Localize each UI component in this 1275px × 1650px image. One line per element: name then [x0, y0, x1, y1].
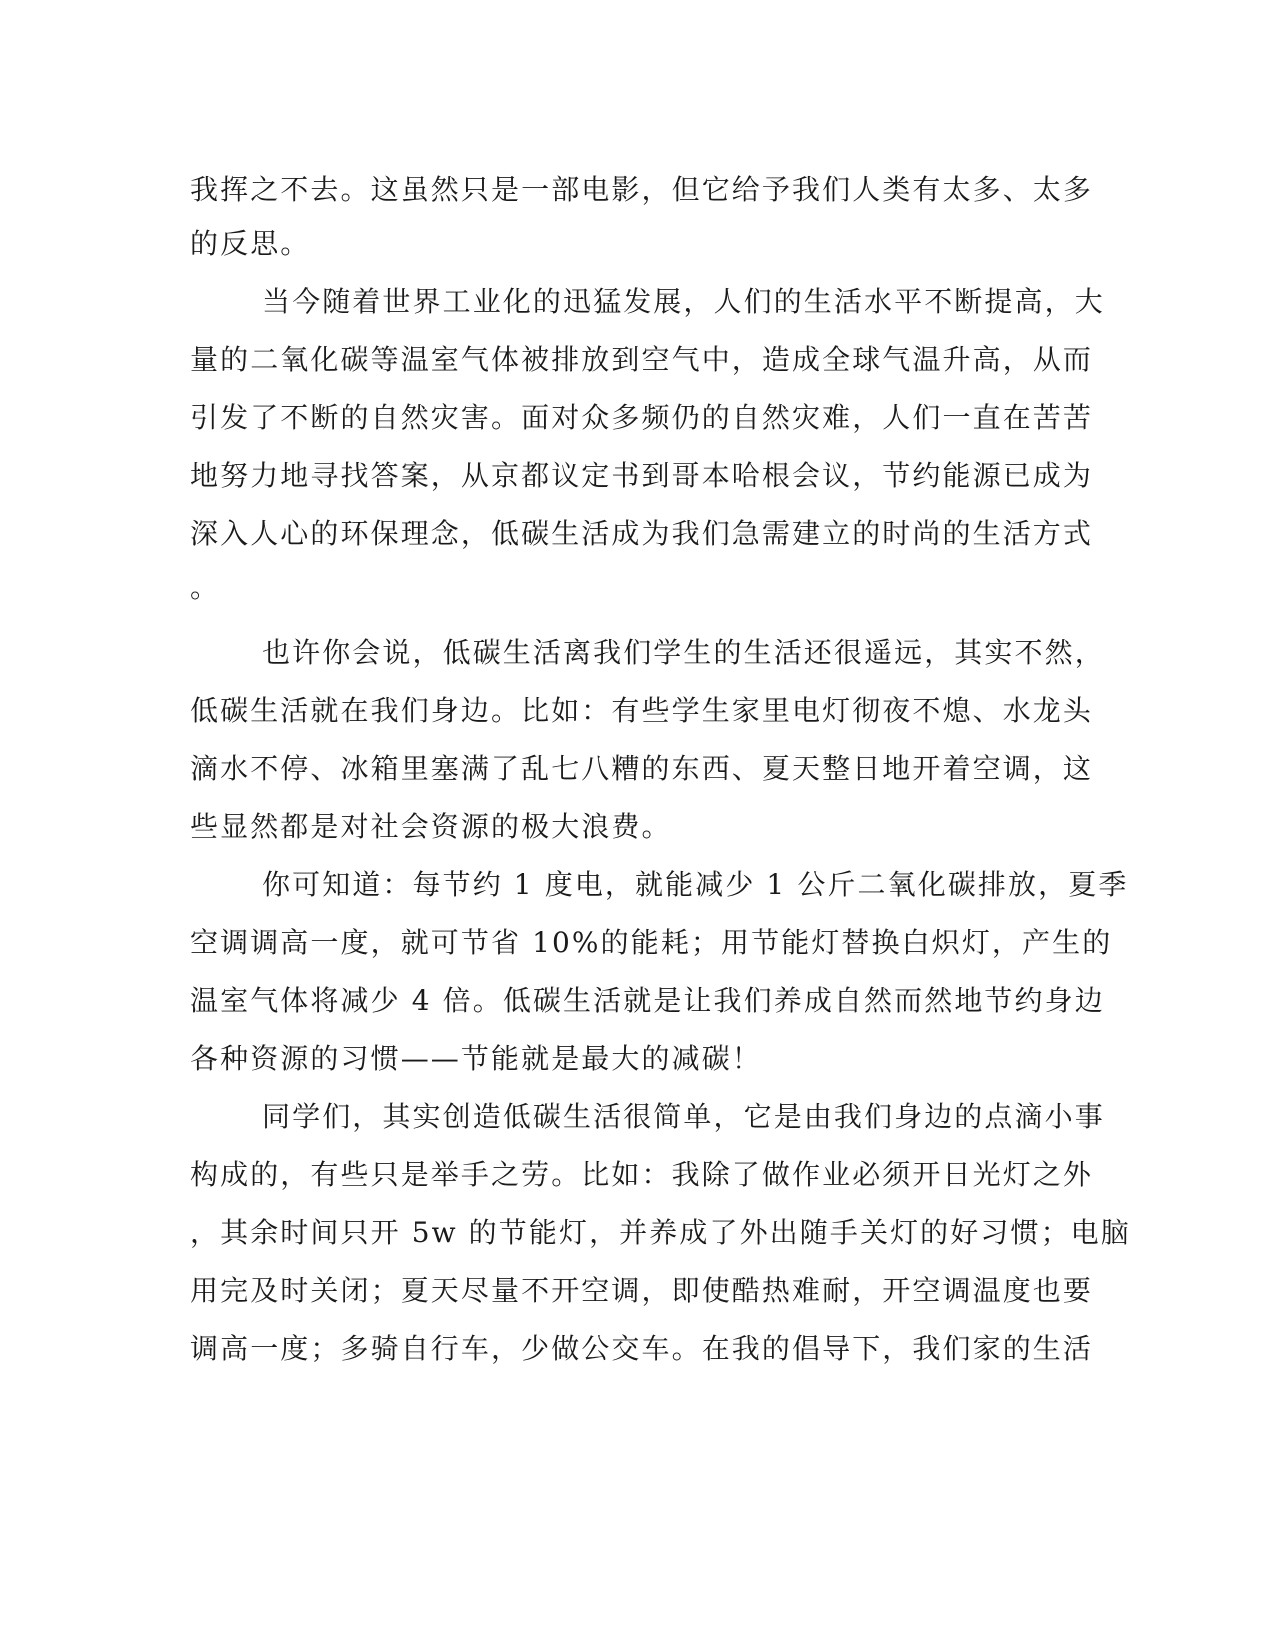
text-line: 温室气体将减少 4 倍。低碳生活就是让我们养成自然而然地节约身边: [190, 984, 1105, 1017]
text-line: 我挥之不去。这虽然只是一部电影，但它给予我们人类有太多、太多: [190, 173, 1094, 206]
text-line: 用完及时关闭；夏天尽量不开空调，即使酷热难耐，开空调温度也要: [190, 1274, 1094, 1307]
paragraph-first-line: 当今随着世界工业化的迅猛发展，人们的生活水平不断提高，大: [262, 285, 1105, 318]
text-line: 空调调高一度，就可节省 10%的能耗；用节能灯替换白炽灯，产生的: [190, 926, 1113, 959]
text-line: 。: [190, 571, 221, 604]
text-line: 的反思。: [190, 227, 311, 260]
text-line: 些显然都是对社会资源的极大浪费。: [190, 810, 672, 843]
text-line: 调高一度；多骑自行车，少做公交车。在我的倡导下，我们家的生活: [190, 1332, 1094, 1365]
text-line: 低碳生活就在我们身边。比如：有些学生家里电灯彻夜不熄、水龙头: [190, 694, 1094, 727]
text-line: 量的二氧化碳等温室气体被排放到空气中，造成全球气温升高，从而: [190, 343, 1094, 376]
paragraph-first-line: 同学们，其实创造低碳生活很简单，它是由我们身边的点滴小事: [262, 1100, 1105, 1133]
text-line: 地努力地寻找答案，从京都议定书到哥本哈根会议，节约能源已成为: [190, 459, 1094, 492]
text-line: 滴水不停、冰箱里塞满了乱七八糟的东西、夏天整日地开着空调，这: [190, 752, 1094, 785]
text-line: 构成的，有些只是举手之劳。比如：我除了做作业必须开日光灯之外: [190, 1158, 1094, 1191]
text-line: 各种资源的习惯——节能就是最大的减碳！: [190, 1042, 762, 1075]
text-line: 深入人心的环保理念，低碳生活成为我们急需建立的时尚的生活方式: [190, 517, 1094, 550]
paragraph-first-line: 也许你会说，低碳生活离我们学生的生活还很遥远，其实不然，: [262, 636, 1105, 669]
paragraph-first-line: 你可知道：每节约 1 度电，就能减少 1 公斤二氧化碳排放，夏季: [262, 868, 1129, 901]
text-line: 引发了不断的自然灾害。面对众多频仍的自然灾难，人们一直在苦苦: [190, 401, 1094, 434]
text-line: ，其余时间只开 5w 的节能灯，并养成了外出随手关灯的好习惯；电脑: [190, 1216, 1131, 1249]
